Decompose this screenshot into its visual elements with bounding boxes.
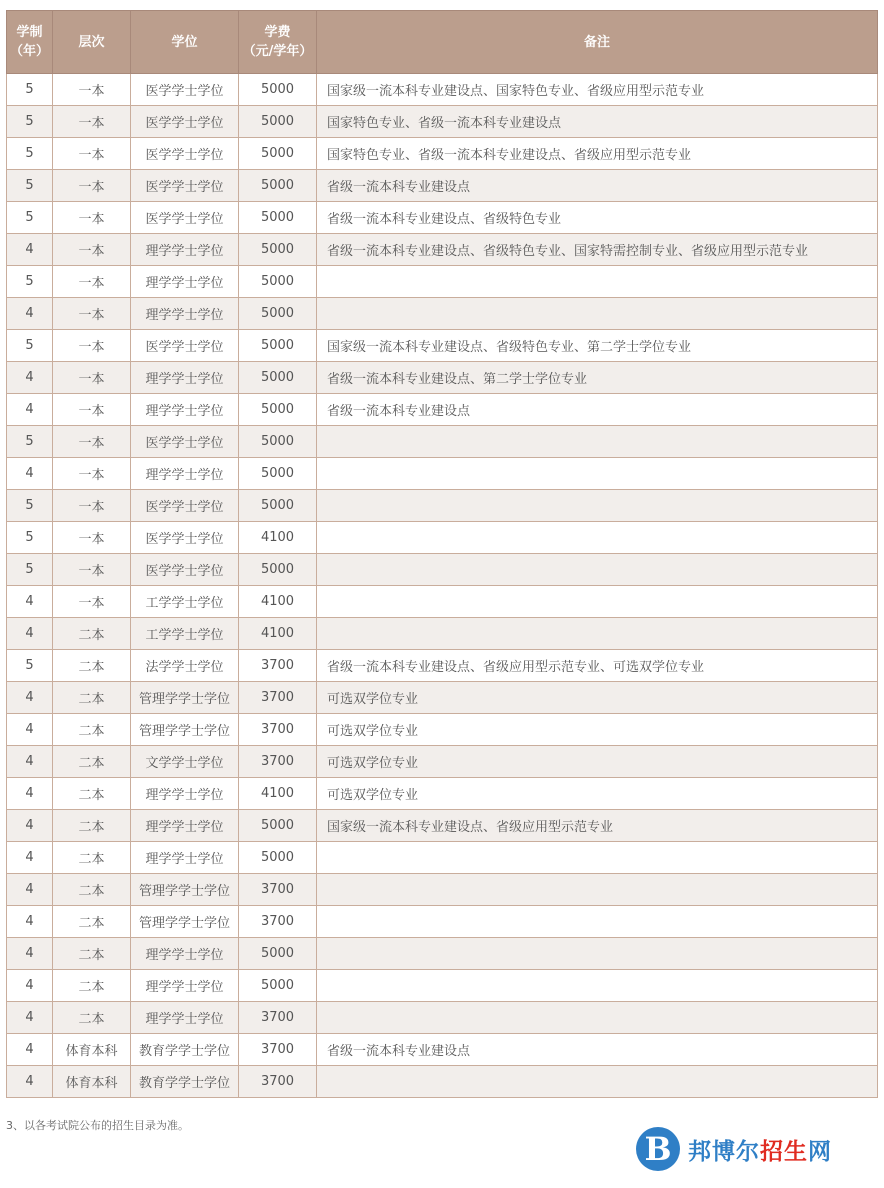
cell-level: 二本 bbox=[53, 1002, 131, 1034]
table-row bbox=[7, 778, 878, 810]
cell-duration: 5 bbox=[7, 650, 53, 682]
cell-fee: 5000 bbox=[239, 106, 317, 138]
cell-level: 一本 bbox=[53, 586, 131, 618]
cell-level: 二本 bbox=[53, 682, 131, 714]
cell-level: 一本 bbox=[53, 234, 131, 266]
cell-degree: 理学学士学位 bbox=[131, 362, 239, 394]
cell-level: 体育本科 bbox=[53, 1034, 131, 1066]
cell-degree: 医学学士学位 bbox=[131, 330, 239, 362]
cell-fee: 3700 bbox=[239, 682, 317, 714]
cell-fee: 5000 bbox=[239, 234, 317, 266]
cell-degree: 医学学士学位 bbox=[131, 74, 239, 106]
table-row bbox=[7, 426, 878, 458]
cell-level: 一本 bbox=[53, 170, 131, 202]
table-row bbox=[7, 522, 878, 554]
cell-level: 一本 bbox=[53, 138, 131, 170]
cell-note bbox=[317, 906, 878, 938]
cell-degree: 管理学学士学位 bbox=[131, 874, 239, 906]
cell-degree: 理学学士学位 bbox=[131, 458, 239, 490]
table-row bbox=[7, 106, 878, 138]
cell-level: 体育本科 bbox=[53, 1066, 131, 1098]
cell-level: 二本 bbox=[53, 970, 131, 1002]
cell-level: 一本 bbox=[53, 554, 131, 586]
cell-level: 一本 bbox=[53, 426, 131, 458]
cell-fee: 5000 bbox=[239, 298, 317, 330]
cell-level: 二本 bbox=[53, 906, 131, 938]
cell-fee: 5000 bbox=[239, 458, 317, 490]
cell-fee: 3700 bbox=[239, 1034, 317, 1066]
cell-duration: 5 bbox=[7, 106, 53, 138]
cell-duration: 4 bbox=[7, 906, 53, 938]
table-body bbox=[7, 74, 878, 1098]
cell-duration: 5 bbox=[7, 554, 53, 586]
cell-degree: 管理学学士学位 bbox=[131, 906, 239, 938]
cell-degree: 医学学士学位 bbox=[131, 170, 239, 202]
cell-fee: 3700 bbox=[239, 874, 317, 906]
cell-level: 二本 bbox=[53, 618, 131, 650]
table-row bbox=[7, 906, 878, 938]
cell-fee: 5000 bbox=[239, 170, 317, 202]
table-row bbox=[7, 138, 878, 170]
cell-duration: 4 bbox=[7, 1002, 53, 1034]
cell-note: 国家级一流本科专业建设点、国家特色专业、省级应用型示范专业 bbox=[317, 74, 878, 106]
logo-text-part2: 招生 bbox=[760, 1137, 808, 1165]
table-row bbox=[7, 746, 878, 778]
cell-fee: 4100 bbox=[239, 618, 317, 650]
cell-level: 二本 bbox=[53, 810, 131, 842]
table-row bbox=[7, 1002, 878, 1034]
cell-level: 二本 bbox=[53, 650, 131, 682]
cell-level: 二本 bbox=[53, 938, 131, 970]
cell-degree: 工学学士学位 bbox=[131, 618, 239, 650]
table-row bbox=[7, 874, 878, 906]
table-row bbox=[7, 266, 878, 298]
cell-note: 国家特色专业、省级一流本科专业建设点 bbox=[317, 106, 878, 138]
table-row bbox=[7, 1034, 878, 1066]
cell-note bbox=[317, 970, 878, 1002]
footnote: 3、以各考试院公布的招生目录为准。 bbox=[6, 1119, 189, 1132]
cell-duration: 4 bbox=[7, 618, 53, 650]
cell-note bbox=[317, 1002, 878, 1034]
cell-degree: 理学学士学位 bbox=[131, 1002, 239, 1034]
table-row bbox=[7, 1066, 878, 1098]
table-row bbox=[7, 554, 878, 586]
cell-duration: 5 bbox=[7, 266, 53, 298]
cell-duration: 4 bbox=[7, 362, 53, 394]
table-header-row bbox=[7, 11, 878, 74]
cell-note bbox=[317, 426, 878, 458]
table-row bbox=[7, 618, 878, 650]
table-row bbox=[7, 938, 878, 970]
cell-degree: 管理学学士学位 bbox=[131, 682, 239, 714]
cell-fee: 3700 bbox=[239, 650, 317, 682]
cell-level: 二本 bbox=[53, 842, 131, 874]
cell-duration: 5 bbox=[7, 138, 53, 170]
cell-fee: 3700 bbox=[239, 1066, 317, 1098]
table-row bbox=[7, 298, 878, 330]
cell-duration: 4 bbox=[7, 394, 53, 426]
cell-note: 可选双学位专业 bbox=[317, 746, 878, 778]
cell-duration: 4 bbox=[7, 842, 53, 874]
table-row bbox=[7, 394, 878, 426]
cell-note: 国家级一流本科专业建设点、省级应用型示范专业 bbox=[317, 810, 878, 842]
cell-note bbox=[317, 554, 878, 586]
table-row bbox=[7, 202, 878, 234]
cell-level: 一本 bbox=[53, 394, 131, 426]
table-row bbox=[7, 458, 878, 490]
cell-duration: 4 bbox=[7, 810, 53, 842]
logo-text bbox=[688, 1133, 832, 1166]
header-fee: 学费 （元/学年） bbox=[239, 11, 317, 74]
cell-degree: 医学学士学位 bbox=[131, 554, 239, 586]
cell-note bbox=[317, 522, 878, 554]
cell-fee: 4100 bbox=[239, 778, 317, 810]
cell-duration: 4 bbox=[7, 1034, 53, 1066]
table-row bbox=[7, 650, 878, 682]
cell-note: 省级一流本科专业建设点 bbox=[317, 1034, 878, 1066]
cell-level: 一本 bbox=[53, 74, 131, 106]
cell-fee: 5000 bbox=[239, 266, 317, 298]
cell-fee: 3700 bbox=[239, 746, 317, 778]
cell-degree: 医学学士学位 bbox=[131, 138, 239, 170]
table-row bbox=[7, 714, 878, 746]
cell-fee: 5000 bbox=[239, 842, 317, 874]
cell-duration: 4 bbox=[7, 746, 53, 778]
cell-note bbox=[317, 938, 878, 970]
table-row bbox=[7, 842, 878, 874]
cell-duration: 4 bbox=[7, 1066, 53, 1098]
cell-fee: 5000 bbox=[239, 74, 317, 106]
cell-note: 省级一流本科专业建设点 bbox=[317, 394, 878, 426]
cell-fee: 5000 bbox=[239, 202, 317, 234]
cell-degree: 理学学士学位 bbox=[131, 298, 239, 330]
cell-fee: 4100 bbox=[239, 522, 317, 554]
cell-duration: 5 bbox=[7, 490, 53, 522]
table-row bbox=[7, 330, 878, 362]
table-row bbox=[7, 362, 878, 394]
cell-degree: 管理学学士学位 bbox=[131, 714, 239, 746]
cell-fee: 5000 bbox=[239, 138, 317, 170]
cell-note: 省级一流本科专业建设点、第二学士学位专业 bbox=[317, 362, 878, 394]
cell-fee: 5000 bbox=[239, 394, 317, 426]
cell-duration: 4 bbox=[7, 586, 53, 618]
header-degree: 学位 bbox=[131, 11, 239, 74]
cell-level: 一本 bbox=[53, 266, 131, 298]
cell-degree: 教育学学士学位 bbox=[131, 1034, 239, 1066]
cell-duration: 4 bbox=[7, 714, 53, 746]
cell-degree: 理学学士学位 bbox=[131, 810, 239, 842]
header-note: 备注 bbox=[317, 11, 878, 74]
cell-duration: 5 bbox=[7, 330, 53, 362]
cell-degree: 法学学士学位 bbox=[131, 650, 239, 682]
cell-degree: 工学学士学位 bbox=[131, 586, 239, 618]
cell-note bbox=[317, 842, 878, 874]
cell-duration: 5 bbox=[7, 170, 53, 202]
cell-degree: 医学学士学位 bbox=[131, 426, 239, 458]
cell-duration: 5 bbox=[7, 522, 53, 554]
table-row bbox=[7, 74, 878, 106]
cell-note: 省级一流本科专业建设点、省级特色专业、国家特需控制专业、省级应用型示范专业 bbox=[317, 234, 878, 266]
cell-level: 二本 bbox=[53, 746, 131, 778]
cell-degree: 医学学士学位 bbox=[131, 490, 239, 522]
cell-duration: 4 bbox=[7, 458, 53, 490]
cell-degree: 理学学士学位 bbox=[131, 778, 239, 810]
cell-duration: 4 bbox=[7, 298, 53, 330]
cell-fee: 5000 bbox=[239, 810, 317, 842]
cell-level: 二本 bbox=[53, 714, 131, 746]
cell-note bbox=[317, 618, 878, 650]
header-level: 层次 bbox=[53, 11, 131, 74]
cell-note bbox=[317, 266, 878, 298]
admissions-table bbox=[6, 10, 878, 1098]
table-row bbox=[7, 970, 878, 1002]
cell-note bbox=[317, 298, 878, 330]
cell-fee: 5000 bbox=[239, 554, 317, 586]
cell-degree: 医学学士学位 bbox=[131, 522, 239, 554]
cell-level: 一本 bbox=[53, 522, 131, 554]
cell-degree: 理学学士学位 bbox=[131, 842, 239, 874]
cell-degree: 文学学士学位 bbox=[131, 746, 239, 778]
cell-note bbox=[317, 490, 878, 522]
cell-level: 二本 bbox=[53, 874, 131, 906]
cell-level: 一本 bbox=[53, 298, 131, 330]
logo-text-part1: 邦博尔 bbox=[688, 1137, 760, 1165]
cell-duration: 4 bbox=[7, 874, 53, 906]
table-row bbox=[7, 682, 878, 714]
cell-degree: 医学学士学位 bbox=[131, 106, 239, 138]
cell-duration: 4 bbox=[7, 938, 53, 970]
cell-fee: 3700 bbox=[239, 906, 317, 938]
table-row bbox=[7, 810, 878, 842]
cell-duration: 4 bbox=[7, 234, 53, 266]
cell-level: 一本 bbox=[53, 490, 131, 522]
cell-duration: 4 bbox=[7, 682, 53, 714]
cell-duration: 4 bbox=[7, 778, 53, 810]
cell-fee: 5000 bbox=[239, 490, 317, 522]
cell-note: 可选双学位专业 bbox=[317, 714, 878, 746]
cell-fee: 5000 bbox=[239, 970, 317, 1002]
cell-duration: 5 bbox=[7, 426, 53, 458]
cell-fee: 5000 bbox=[239, 426, 317, 458]
cell-fee: 5000 bbox=[239, 938, 317, 970]
cell-fee: 3700 bbox=[239, 1002, 317, 1034]
cell-note bbox=[317, 874, 878, 906]
logo-b-icon: B bbox=[636, 1127, 680, 1171]
cell-level: 一本 bbox=[53, 458, 131, 490]
cell-duration: 4 bbox=[7, 970, 53, 1002]
table-row bbox=[7, 490, 878, 522]
cell-degree: 理学学士学位 bbox=[131, 970, 239, 1002]
cell-level: 一本 bbox=[53, 330, 131, 362]
cell-degree: 理学学士学位 bbox=[131, 394, 239, 426]
cell-level: 一本 bbox=[53, 106, 131, 138]
site-logo bbox=[636, 1126, 876, 1172]
cell-note: 省级一流本科专业建设点 bbox=[317, 170, 878, 202]
cell-level: 一本 bbox=[53, 362, 131, 394]
cell-fee: 3700 bbox=[239, 714, 317, 746]
table-row bbox=[7, 234, 878, 266]
cell-degree: 理学学士学位 bbox=[131, 266, 239, 298]
cell-fee: 5000 bbox=[239, 330, 317, 362]
cell-degree: 教育学学士学位 bbox=[131, 1066, 239, 1098]
cell-note: 国家特色专业、省级一流本科专业建设点、省级应用型示范专业 bbox=[317, 138, 878, 170]
cell-note: 可选双学位专业 bbox=[317, 682, 878, 714]
cell-note: 国家级一流本科专业建设点、省级特色专业、第二学士学位专业 bbox=[317, 330, 878, 362]
cell-note: 省级一流本科专业建设点、省级应用型示范专业、可选双学位专业 bbox=[317, 650, 878, 682]
cell-level: 一本 bbox=[53, 202, 131, 234]
cell-note bbox=[317, 1066, 878, 1098]
cell-note: 可选双学位专业 bbox=[317, 778, 878, 810]
cell-fee: 5000 bbox=[239, 362, 317, 394]
cell-duration: 5 bbox=[7, 202, 53, 234]
cell-duration: 5 bbox=[7, 74, 53, 106]
cell-note: 省级一流本科专业建设点、省级特色专业 bbox=[317, 202, 878, 234]
cell-note bbox=[317, 586, 878, 618]
cell-fee: 4100 bbox=[239, 586, 317, 618]
cell-note bbox=[317, 458, 878, 490]
logo-text-part3: 网 bbox=[808, 1137, 832, 1165]
cell-level: 二本 bbox=[53, 778, 131, 810]
cell-degree: 理学学士学位 bbox=[131, 938, 239, 970]
table-row bbox=[7, 170, 878, 202]
cell-degree: 医学学士学位 bbox=[131, 202, 239, 234]
cell-degree: 理学学士学位 bbox=[131, 234, 239, 266]
header-duration: 学制 （年） bbox=[7, 11, 53, 74]
table-row bbox=[7, 586, 878, 618]
